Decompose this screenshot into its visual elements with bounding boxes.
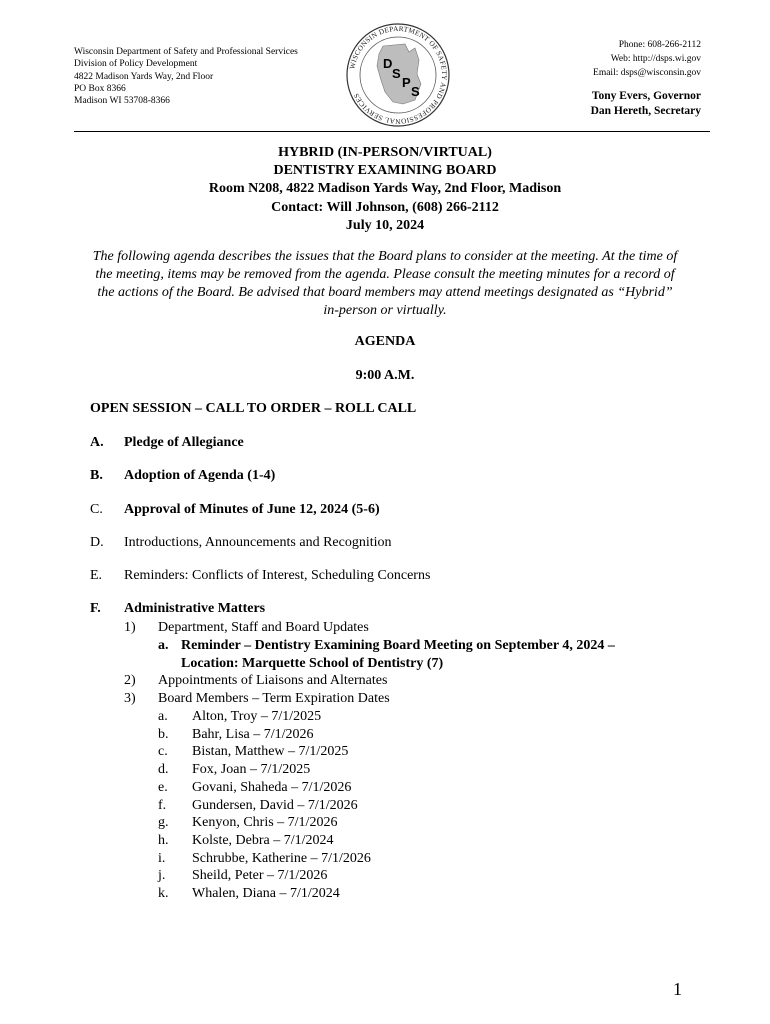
page-number: 1 <box>673 979 682 999</box>
member-text: Gundersen, David – 7/1/2026 <box>192 797 358 813</box>
subitem-2 <box>124 672 387 690</box>
member-letter: j. <box>158 868 166 884</box>
header-divider <box>74 131 710 132</box>
member-text: Alton, Troy – 7/1/2025 <box>192 709 322 724</box>
board-member-item <box>158 814 371 832</box>
board-member-item <box>158 867 371 885</box>
board-member-item <box>158 779 371 797</box>
seal-letter: D <box>383 56 393 71</box>
subitem-text: Department, Staff and Board Updates <box>158 620 369 635</box>
address-line: PO Box 8366 <box>74 83 126 94</box>
member-letter: k. <box>158 886 169 902</box>
subitem-text: Board Members – Term Expiration Dates <box>158 691 390 706</box>
member-text: Whalen, Diana – 7/1/2024 <box>192 886 340 902</box>
item-letter: A. <box>90 435 104 450</box>
seal-letter: P <box>402 75 411 90</box>
address-line: 4822 Madison Yards Way, 2nd Floor <box>74 71 214 82</box>
member-letter: e. <box>158 779 168 795</box>
member-letter: d. <box>158 762 169 778</box>
subitem-number: 1) <box>124 620 136 635</box>
member-text: Bahr, Lisa – 7/1/2026 <box>192 726 314 742</box>
board-member-item <box>158 850 371 868</box>
member-text: Kolste, Debra – 7/1/2024 <box>192 832 334 848</box>
item-letter: C. <box>90 502 103 517</box>
subitem-text: Appointments of Liaisons and Alternates <box>158 673 388 688</box>
department-address <box>74 46 298 107</box>
agenda-heading: AGENDA <box>354 334 416 349</box>
board-member-item <box>158 761 371 779</box>
officials <box>591 89 701 119</box>
member-letter: f. <box>158 797 167 813</box>
agenda-item-a <box>90 435 244 451</box>
contact-info <box>593 38 701 80</box>
board-member-item <box>158 885 371 903</box>
address-line: Madison WI 53708-8366 <box>74 96 170 107</box>
subitem-text: Reminder – Dentistry Examining Board Meeting on September 4, 2024 – <box>181 638 615 653</box>
item-letter: E. <box>90 568 103 583</box>
item-text: Administrative Matters <box>124 601 266 616</box>
agenda-item-e <box>90 568 430 584</box>
member-text: Govani, Shaheda – 7/1/2026 <box>192 779 352 795</box>
address-line: Wisconsin Department of Safety and Professional Services <box>74 47 298 57</box>
board-member-item <box>158 832 371 850</box>
item-letter: B. <box>90 468 103 483</box>
item-letter: F. <box>90 601 101 616</box>
member-letter: b. <box>158 726 169 742</box>
member-letter: i. <box>158 850 166 866</box>
seal-ring-text: WISCONSIN DEPARTMENT OF SAFETY AND PROFESSIONAL SERVICES <box>348 24 449 126</box>
meeting-time: 9:00 A.M. <box>355 368 415 383</box>
member-text: Bistan, Matthew – 7/1/2025 <box>192 744 349 760</box>
subitem-number: 2) <box>124 673 136 688</box>
title-line: Contact: Will Johnson, (608) 266-2112 <box>271 199 499 215</box>
subitem-1 <box>124 619 369 637</box>
member-text: Kenyon, Chris – 7/1/2026 <box>192 815 338 831</box>
secretary-name: Dan Hereth, Secretary <box>590 105 701 117</box>
dsps-seal-logo <box>345 22 451 128</box>
subitem-letter: a. <box>158 638 169 653</box>
item-text: Introductions, Announcements and Recognition <box>124 535 392 550</box>
seal-letter: S <box>392 66 401 81</box>
title-line: Room N208, 4822 Madison Yards Way, 2nd Floor, Madison <box>208 181 562 197</box>
email-text: Email: dsps@wisconsin.gov <box>593 68 701 78</box>
member-letter: c. <box>158 744 168 760</box>
web-text: Web: http://dsps.wi.gov <box>610 54 701 64</box>
meeting-date: July 10, 2024 <box>345 217 425 233</box>
member-letter: a. <box>158 709 168 724</box>
seal-letter: S <box>411 84 420 99</box>
item-text: Reminders: Conflicts of Interest, Scheduling Concerns <box>124 568 431 583</box>
subitem-3 <box>124 690 390 708</box>
item-text: Pledge of Allegiance <box>124 435 244 450</box>
subitem-1a <box>158 637 615 655</box>
board-member-list <box>158 708 371 903</box>
agenda-item-d <box>90 535 392 551</box>
open-session-heading: OPEN SESSION – CALL TO ORDER – ROLL CALL <box>90 401 417 416</box>
subitem-number: 3) <box>124 691 136 706</box>
board-member-item <box>158 726 371 744</box>
address-line: Division of Policy Development <box>74 59 198 70</box>
member-letter: h. <box>158 832 169 848</box>
member-text: Schrubbe, Katherine – 7/1/2026 <box>192 850 371 866</box>
agenda-item-f <box>90 601 265 617</box>
intro-paragraph: The following agenda describes the issues that the Board plans to consider at the meeting. At the time of the meeting, items may be removed from the agenda. Please consult the meeting minutes for a record of the actions of the Board. Be advised that board members may attend meetings designated as “Hybrid” in-person or virtually. <box>92 249 678 318</box>
meeting-title-block <box>0 144 770 235</box>
title-line: DENTISTRY EXAMINING BOARD <box>273 163 497 179</box>
member-letter: g. <box>158 815 169 831</box>
agenda-item-b <box>90 468 275 484</box>
title-line: HYBRID (IN-PERSON/VIRTUAL) <box>278 145 492 160</box>
item-letter: D. <box>90 535 104 550</box>
subitem-1a-line2: Location: Marquette School of Dentistry (7) <box>181 656 444 671</box>
board-member-item <box>158 743 371 761</box>
phone-text: Phone: 608-266-2112 <box>618 40 701 50</box>
item-text: Adoption of Agenda (1-4) <box>124 468 276 483</box>
board-member-item <box>158 797 371 815</box>
governor-name: Tony Evers, Governor <box>591 90 701 102</box>
item-text: Approval of Minutes of June 12, 2024 (5-6) <box>124 502 380 517</box>
agenda-item-c <box>90 502 380 518</box>
board-member-item <box>158 708 371 726</box>
member-text: Sheild, Peter – 7/1/2026 <box>192 868 328 884</box>
member-text: Fox, Joan – 7/1/2025 <box>192 762 311 778</box>
